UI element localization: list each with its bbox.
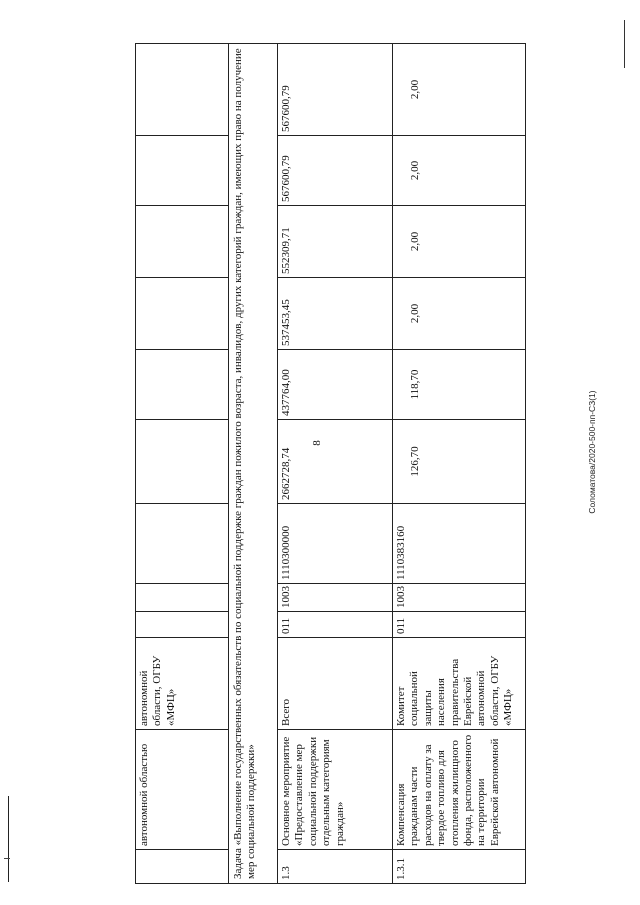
row-number: 1.3: [278, 850, 393, 884]
page-number: 8: [311, 440, 323, 446]
executor: Всего: [278, 638, 393, 730]
amount-total: 2662728,74: [278, 420, 393, 504]
amount-year-2: 537453,45: [278, 278, 393, 350]
cell-executor: автономной области, ОГБУ «МФЦ»: [136, 638, 229, 730]
program-measures-table: [135, 43, 526, 884]
cell-v5: [136, 136, 229, 206]
row-number: 1.3.1: [393, 850, 526, 884]
binding-margin-tick: [4, 858, 10, 859]
footer-filename: Соломатова/2020-500-пп-СЗ(1): [587, 390, 597, 514]
table-row-task: [229, 44, 278, 884]
grbs-code: 011: [393, 612, 526, 638]
measure-name: Основное мероприятие «Предоставление мер социальной поддержки отдельным категориям граждан»: [278, 730, 393, 850]
measure-name: Компенсация гражданам части расходов на оплату за твердое топливо для отопления жилищного фонда, расположенного на территории Еврейской автономной: [393, 730, 526, 850]
csr-code: 1110300000: [278, 504, 393, 584]
grbs-code: 011: [278, 612, 393, 638]
cell-csr: [136, 504, 229, 584]
table-row-continuation: [136, 44, 229, 884]
table-row: [393, 44, 526, 884]
cell-rzpr: [136, 584, 229, 612]
amount-year-5: 567600,79: [278, 44, 393, 136]
table-row: [278, 44, 393, 884]
amount-year-5: 2,00: [393, 44, 526, 136]
csr-code: 1110383160: [393, 504, 526, 584]
cell-v4: [136, 206, 229, 278]
right-edge-line: [624, 20, 625, 68]
rzpr-code: 1003: [278, 584, 393, 612]
task-description: Задача «Выполнение государственных обязательств по социальной поддержке граждан пожилого возраста, инвалидов, других категорий граждан, имеющих право на получение мер социальной поддержки»: [229, 44, 278, 884]
rzpr-code: 1003: [393, 584, 526, 612]
cell-grbs: [136, 612, 229, 638]
amount-year-1: 437764,00: [278, 350, 393, 420]
amount-year-3: 552309,71: [278, 206, 393, 278]
binding-margin-line: [8, 796, 9, 882]
amount-total: 126,70: [393, 420, 526, 504]
amount-year-1: 118,70: [393, 350, 526, 420]
cell-v2: [136, 350, 229, 420]
amount-year-2: 2,00: [393, 278, 526, 350]
cell-no: [136, 850, 229, 884]
executor: Комитет социальной защиты населения правительства Еврейской автономной области, ОГБУ «МФЦ»: [393, 638, 526, 730]
cell-v6: [136, 44, 229, 136]
amount-year-3: 2,00: [393, 206, 526, 278]
amount-year-4: 567600,79: [278, 136, 393, 206]
cell-v3: [136, 278, 229, 350]
amount-year-4: 2,00: [393, 136, 526, 206]
cell-name: автономной областью: [136, 730, 229, 850]
rotated-table-sheet: [135, 44, 515, 884]
cell-v1: [136, 420, 229, 504]
